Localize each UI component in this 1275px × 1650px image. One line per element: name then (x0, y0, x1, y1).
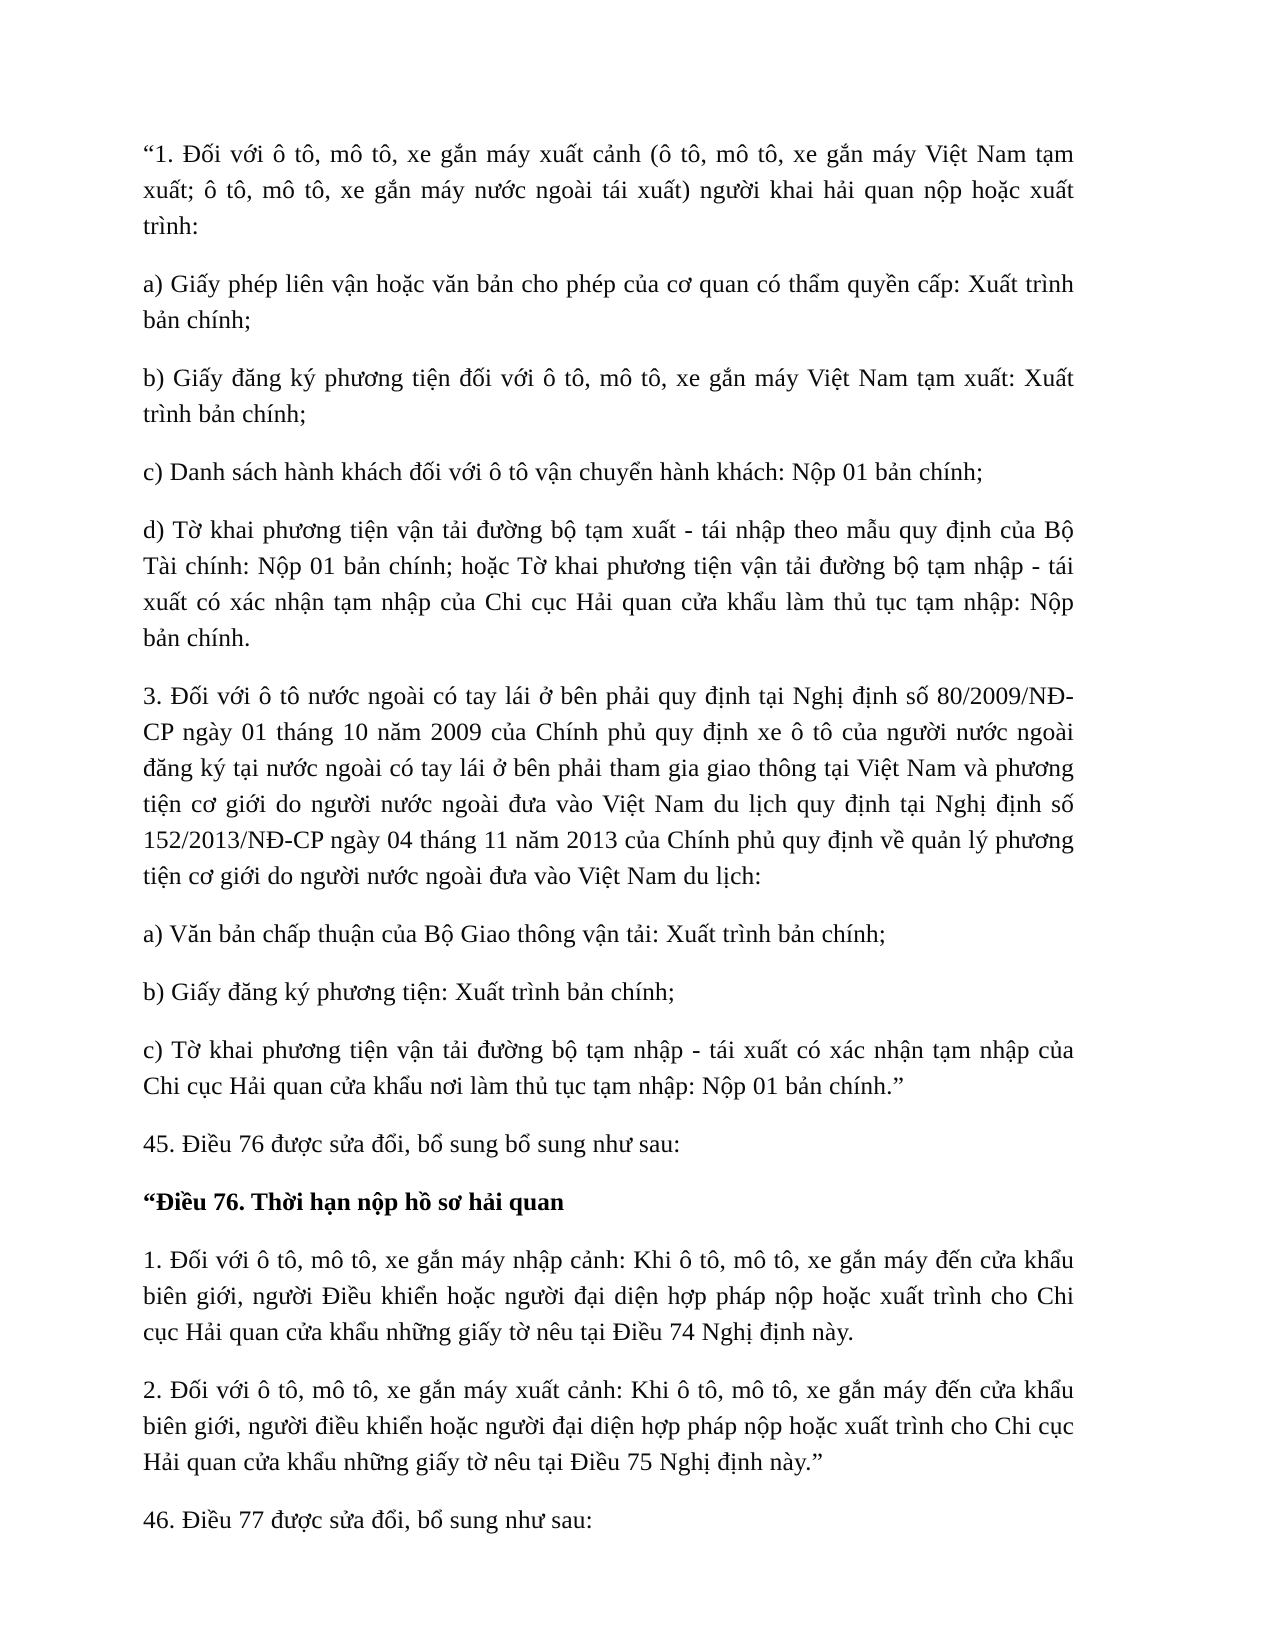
paragraph-item-a-2: a) Văn bản chấp thuận của Bộ Giao thông vận tải: Xuất trình bản chính; (143, 919, 886, 948)
paragraph-item-b-1: b) Giấy đăng ký phương tiện đối với ô tô, mô tô, xe gắn máy Việt Nam tạm xuất: Xuất trình bản chính; (143, 363, 1074, 428)
paragraph-clause-46: 46. Điều 77 được sửa đổi, bổ sung như sau: (143, 1505, 593, 1534)
paragraph-item-b-2: b) Giấy đăng ký phương tiện: Xuất trình bản chính; (143, 977, 675, 1006)
paragraph-item-d-1: d) Tờ khai phương tiện vận tải đường bộ tạm xuất - tái nhập theo mẫu quy định của Bộ Tài chính: Nộp 01 bản chính; hoặc Tờ khai phương tiện vận tải đường bộ tạm nhập - tái xuất có xác nhận tạm nhập của Chi cục Hải quan cửa khẩu làm thủ tục tạm nhập: Nộp bản chính. (143, 515, 1074, 652)
paragraph-item-a-1: a) Giấy phép liên vận hoặc văn bản cho phép của cơ quan có thẩm quyền cấp: Xuất trình bản chính; (143, 269, 1074, 334)
article-76-heading: “Điều 76. Thời hạn nộp hồ sơ hải quan (143, 1187, 565, 1216)
paragraph-article76-item-1: 1. Đối với ô tô, mô tô, xe gắn máy nhập cảnh: Khi ô tô, mô tô, xe gắn máy đến cửa khẩu biên giới, người Điều khiển hoặc người đại diện hợp pháp nộp hoặc xuất trình cho Chi cục Hải quan cửa khẩu những giấy tờ nêu tại Điều 74 Nghị định này. (143, 1245, 1074, 1346)
paragraph-3: 3. Đối với ô tô nước ngoài có tay lái ở bên phải quy định tại Nghị định số 80/2009/NĐ-CP ngày 01 tháng 10 năm 2009 của Chính phủ quy định xe ô tô của người nước ngoài đăng ký tại nước ngoài có tay lái ở bên phải tham gia giao thông tại Việt Nam và phương tiện cơ giới do người nước ngoài đưa vào Việt Nam du lịch quy định tại Nghị định số 152/2013/NĐ-CP ngày 04 tháng 11 năm 2013 của Chính phủ quy định về quản lý phương tiện cơ giới do người nước ngoài đưa vào Việt Nam du lịch: (143, 681, 1074, 890)
paragraph-item-c-1: c) Danh sách hành khách đối với ô tô vận chuyển hành khách: Nộp 01 bản chính; (143, 457, 984, 486)
paragraph-1: “1. Đối với ô tô, mô tô, xe gắn máy xuất cảnh (ô tô, mô tô, xe gắn máy Việt Nam tạm xuất; ô tô, mô tô, xe gắn máy nước ngoài tái xuất) người khai hải quan nộp hoặc xuất trình: (143, 139, 1074, 240)
paragraph-clause-45: 45. Điều 76 được sửa đổi, bổ sung bổ sung như sau: (143, 1129, 681, 1158)
paragraph-item-c-2: c) Tờ khai phương tiện vận tải đường bộ tạm nhập - tái xuất có xác nhận tạm nhập của Chi cục Hải quan cửa khẩu nơi làm thủ tục tạm nhập: Nộp 01 bản chính.” (143, 1035, 1074, 1100)
paragraph-article76-item-2: 2. Đối với ô tô, mô tô, xe gắn máy xuất cảnh: Khi ô tô, mô tô, xe gắn máy đến cửa khẩu biên giới, người điều khiển hoặc người đại diện hợp pháp nộp hoặc xuất trình cho Chi cục Hải quan cửa khẩu những giấy tờ nêu tại Điều 75 Nghị định này.” (143, 1375, 1074, 1476)
document-body (143, 136, 1074, 1560)
